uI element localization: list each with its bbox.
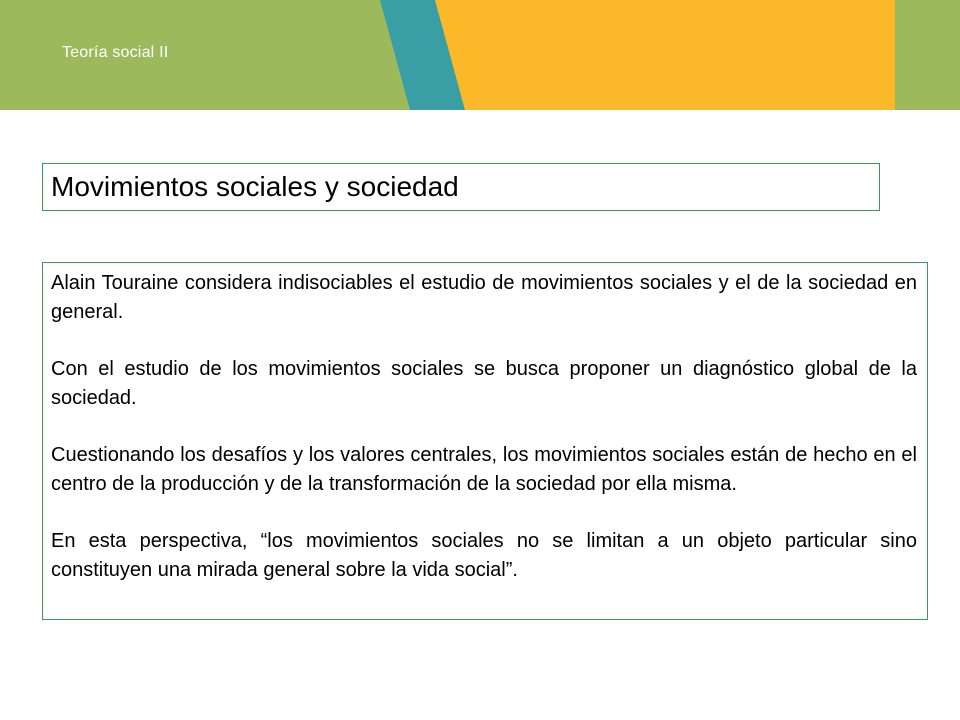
slide-title: Movimientos sociales y sociedad (51, 171, 459, 202)
header-banner (0, 0, 960, 110)
banner-yellow-block (435, 0, 895, 110)
paragraph-4: En esta perspectiva, “los movimientos sociales no se limitan a un objeto particular sino constituyen una mirada general sobre la vida social”. (51, 530, 917, 581)
paragraph-1: Alain Touraine considera indisociables el estudio de movimientos sociales y el de la sociedad en general. (51, 272, 917, 323)
paragraph-2: Con el estudio de los movimientos sociales se busca proponer un diagnóstico global de la sociedad. (51, 358, 917, 409)
course-title: Teoría social II (62, 44, 169, 61)
paragraph-3: Cuestionando los desafíos y los valores centrales, los movimientos sociales están de hecho en el centro de la producción y de la transformación de la sociedad por ella misma. (51, 444, 917, 495)
content-box (42, 262, 928, 620)
slide-title-box (42, 163, 880, 211)
